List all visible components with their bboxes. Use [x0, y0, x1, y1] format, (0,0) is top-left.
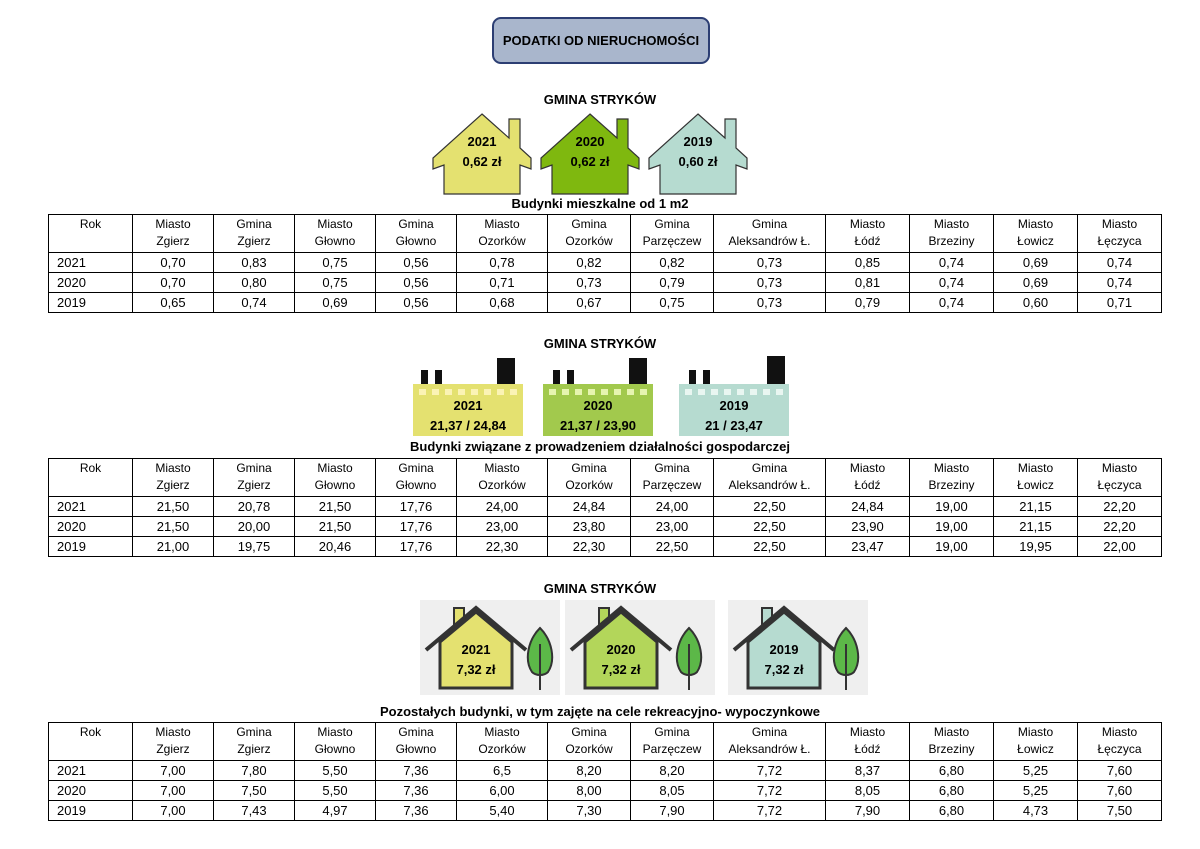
header-line: Miasto: [155, 217, 191, 231]
header-line: Ozorków: [478, 234, 526, 248]
header-line: Miasto: [1017, 217, 1054, 231]
header-line: Miasto: [849, 461, 886, 475]
page-title: PODATKI OD NIERUCHOMOŚCI: [492, 17, 710, 64]
value-cell: 0,80: [214, 273, 295, 293]
header-line: Miasto: [933, 725, 970, 739]
value-cell: 19,00: [910, 537, 994, 557]
value-cell: 0,74: [1078, 253, 1162, 273]
header-line: Aleksandrów Ł.: [728, 234, 811, 248]
header-cell: [214, 723, 295, 761]
value-cell: 0,74: [910, 273, 994, 293]
header-line: Miasto: [317, 725, 353, 739]
value-cell: 7,36: [376, 801, 457, 821]
badge-year: 2020: [583, 398, 613, 413]
header-line: Parzęczew: [642, 234, 702, 248]
header-line: Gmina: [398, 217, 434, 231]
table-row: [49, 537, 1162, 557]
header-cell: [631, 723, 714, 761]
header-line: Łowicz: [1017, 234, 1054, 248]
header-cell: [133, 723, 214, 761]
table-row: [49, 781, 1162, 801]
header-line: Miasto: [1101, 461, 1138, 475]
header-line: Łódź: [854, 478, 881, 492]
header-cell: [548, 723, 631, 761]
header-line: Gmina: [571, 217, 607, 231]
header-line: Miasto: [1017, 725, 1054, 739]
table-title: Pozostałych budynki, w tym zajęte na cele rekreacyjno- wypoczynkowe: [380, 704, 820, 719]
header-cell: [714, 459, 826, 497]
header-cell: [133, 215, 214, 253]
header-cell: [295, 215, 376, 253]
value-cell: 0,69: [994, 253, 1078, 273]
header-cell: [457, 215, 548, 253]
badge-year: 2020: [575, 134, 605, 149]
value-cell: 7,72: [714, 761, 826, 781]
table-row: [49, 253, 1162, 273]
value-cell: 0,69: [295, 293, 376, 313]
header-line: Łęczyca: [1097, 742, 1142, 756]
value-cell: 6,5: [457, 761, 548, 781]
value-cell: 22,50: [714, 537, 826, 557]
value-cell: 0,81: [826, 273, 910, 293]
header-line: Miasto: [484, 461, 520, 475]
header-line: Zgierz: [156, 742, 190, 756]
value-cell: 23,80: [548, 517, 631, 537]
value-cell: 24,00: [631, 497, 714, 517]
value-cell: 0,83: [214, 253, 295, 273]
value-cell: 0,73: [548, 273, 631, 293]
value-cell: 21,15: [994, 517, 1078, 537]
value-cell: 4,73: [994, 801, 1078, 821]
value-cell: 0,68: [457, 293, 548, 313]
value-cell: 0,73: [714, 293, 826, 313]
value-cell: 0,56: [376, 293, 457, 313]
value-cell: 19,95: [994, 537, 1078, 557]
value-cell: 8,05: [826, 781, 910, 801]
value-cell: 0,60: [994, 293, 1078, 313]
header-cell: [548, 215, 631, 253]
value-cell: 0,85: [826, 253, 910, 273]
value-cell: 0,79: [631, 273, 714, 293]
value-cell: 20,78: [214, 497, 295, 517]
header-line: Brzeziny: [928, 234, 975, 248]
value-cell: 21,50: [295, 517, 376, 537]
value-cell: 7,60: [1078, 761, 1162, 781]
value-cell: 0,56: [376, 273, 457, 293]
value-cell: 0,71: [1078, 293, 1162, 313]
tax-table: [48, 214, 1162, 313]
header-cell: [133, 459, 214, 497]
value-cell: 0,82: [548, 253, 631, 273]
header-cell: [994, 723, 1078, 761]
year-cell: 2019: [49, 801, 133, 821]
value-cell: 5,25: [994, 761, 1078, 781]
header-line: Gmina: [654, 217, 690, 231]
value-cell: 19,75: [214, 537, 295, 557]
value-cell: 4,97: [295, 801, 376, 821]
header-cell: [910, 215, 994, 253]
value-cell: 0,69: [994, 273, 1078, 293]
header-line: Zgierz: [237, 234, 271, 248]
value-cell: 20,00: [214, 517, 295, 537]
header-cell: [548, 459, 631, 497]
value-cell: 0,75: [295, 253, 376, 273]
badge-year: 2021: [453, 398, 483, 413]
header-line: Ozorków: [478, 742, 526, 756]
header-line: Miasto: [1017, 461, 1054, 475]
value-cell: 21,15: [994, 497, 1078, 517]
header-line: Głowno: [314, 478, 356, 492]
section-heading: GMINA STRYKÓW: [543, 581, 657, 596]
value-cell: 21,50: [295, 497, 376, 517]
value-cell: 7,00: [133, 781, 214, 801]
header-line: Ozorków: [478, 478, 526, 492]
value-cell: 7,30: [548, 801, 631, 821]
header-line: Parzęczew: [642, 478, 702, 492]
value-cell: 19,00: [910, 497, 994, 517]
header-cell: [631, 459, 714, 497]
value-cell: 0,65: [133, 293, 214, 313]
tax-table: [48, 722, 1162, 821]
header-cell: [457, 459, 548, 497]
value-cell: 6,80: [910, 761, 994, 781]
header-line: Miasto: [484, 725, 520, 739]
header-line: Rok: [79, 217, 102, 231]
value-cell: 24,84: [826, 497, 910, 517]
table-header-row: [49, 459, 1162, 497]
badge-value: 0,62 zł: [570, 154, 610, 169]
value-cell: 7,50: [214, 781, 295, 801]
header-cell: [376, 215, 457, 253]
header-line: Rok: [79, 725, 102, 739]
year-cell: 2020: [49, 781, 133, 801]
header-line: Łowicz: [1017, 478, 1054, 492]
table-row: [49, 273, 1162, 293]
header-line: Głowno: [395, 478, 437, 492]
value-cell: 21,00: [133, 537, 214, 557]
header-line: Miasto: [849, 725, 886, 739]
value-cell: 0,70: [133, 273, 214, 293]
badge-year: 2019: [683, 134, 713, 149]
value-cell: 0,70: [133, 253, 214, 273]
header-cell: [49, 215, 133, 253]
year-cell: 2021: [49, 253, 133, 273]
value-cell: 24,00: [457, 497, 548, 517]
header-line: Zgierz: [156, 234, 190, 248]
header-cell: [214, 215, 295, 253]
value-cell: 23,00: [631, 517, 714, 537]
table-row: [49, 761, 1162, 781]
value-cell: 21,50: [133, 497, 214, 517]
value-cell: 8,00: [548, 781, 631, 801]
header-line: Miasto: [317, 461, 353, 475]
header-line: Miasto: [849, 217, 886, 231]
header-cell: [714, 723, 826, 761]
header-line: Gmina: [236, 725, 272, 739]
header-line: Łódź: [854, 742, 881, 756]
value-cell: 17,76: [376, 537, 457, 557]
section-heading: GMINA STRYKÓW: [543, 336, 657, 351]
value-cell: 7,00: [133, 761, 214, 781]
table-row: [49, 517, 1162, 537]
header-line: Miasto: [1101, 725, 1138, 739]
header-cell: [49, 459, 133, 497]
year-cell: 2021: [49, 761, 133, 781]
badge-value: 7,32 zł: [456, 662, 496, 677]
badge-value: 21,37 / 23,90: [560, 418, 636, 433]
value-cell: 5,50: [295, 781, 376, 801]
header-cell: [826, 459, 910, 497]
badge-value: 7,32 zł: [764, 662, 804, 677]
value-cell: 7,90: [631, 801, 714, 821]
badge-value: 21 / 23,47: [705, 418, 763, 433]
value-cell: 21,50: [133, 517, 214, 537]
value-cell: 7,00: [133, 801, 214, 821]
header-cell: [910, 723, 994, 761]
value-cell: 0,82: [631, 253, 714, 273]
header-cell: [826, 723, 910, 761]
value-cell: 17,76: [376, 517, 457, 537]
header-line: Gmina: [654, 461, 690, 475]
value-cell: 0,74: [910, 253, 994, 273]
year-cell: 2020: [49, 517, 133, 537]
header-line: Gmina: [571, 725, 607, 739]
value-cell: 0,73: [714, 253, 826, 273]
value-cell: 0,73: [714, 273, 826, 293]
value-cell: 22,50: [714, 517, 826, 537]
year-cell: 2019: [49, 537, 133, 557]
value-cell: 0,74: [214, 293, 295, 313]
header-line: Łęczyca: [1097, 234, 1142, 248]
badge-year: 2021: [467, 134, 497, 149]
header-line: Gmina: [236, 461, 272, 475]
header-cell: [457, 723, 548, 761]
table-row: [49, 497, 1162, 517]
value-cell: 8,20: [631, 761, 714, 781]
table-title: Budynki związane z prowadzeniem działalności gospodarczej: [410, 439, 790, 454]
value-cell: 0,74: [910, 293, 994, 313]
header-line: Ozorków: [565, 234, 613, 248]
header-cell: [295, 723, 376, 761]
value-cell: 8,20: [548, 761, 631, 781]
header-line: Łęczyca: [1097, 478, 1142, 492]
value-cell: 23,00: [457, 517, 548, 537]
header-line: Głowno: [314, 742, 356, 756]
header-cell: [1078, 459, 1162, 497]
value-cell: 0,56: [376, 253, 457, 273]
header-line: Ozorków: [565, 478, 613, 492]
header-line: Gmina: [751, 725, 788, 739]
value-cell: 0,79: [826, 293, 910, 313]
header-line: Miasto: [317, 217, 353, 231]
value-cell: 0,75: [295, 273, 376, 293]
header-line: Gmina: [751, 217, 788, 231]
header-line: Miasto: [933, 461, 970, 475]
badge-year: 2020: [606, 642, 636, 657]
header-line: Ozorków: [565, 742, 613, 756]
value-cell: 23,90: [826, 517, 910, 537]
value-cell: 5,25: [994, 781, 1078, 801]
value-cell: 7,60: [1078, 781, 1162, 801]
value-cell: 0,74: [1078, 273, 1162, 293]
header-line: Brzeziny: [928, 742, 975, 756]
table-row: [49, 293, 1162, 313]
tax-table: [48, 458, 1162, 557]
header-cell: [49, 723, 133, 761]
header-line: Zgierz: [237, 742, 271, 756]
section-heading: GMINA STRYKÓW: [543, 92, 657, 107]
value-cell: 0,78: [457, 253, 548, 273]
value-cell: 7,50: [1078, 801, 1162, 821]
value-cell: 6,80: [910, 801, 994, 821]
value-cell: 22,30: [457, 537, 548, 557]
value-cell: 6,80: [910, 781, 994, 801]
value-cell: 22,20: [1078, 517, 1162, 537]
header-line: Gmina: [398, 461, 434, 475]
year-cell: 2020: [49, 273, 133, 293]
value-cell: 22,50: [714, 497, 826, 517]
header-line: Głowno: [314, 234, 356, 248]
year-cell: 2021: [49, 497, 133, 517]
value-cell: 22,20: [1078, 497, 1162, 517]
badge-year: 2019: [769, 642, 799, 657]
header-cell: [295, 459, 376, 497]
header-line: Miasto: [484, 217, 520, 231]
value-cell: 0,71: [457, 273, 548, 293]
value-cell: 19,00: [910, 517, 994, 537]
header-line: Brzeziny: [928, 478, 975, 492]
value-cell: 7,72: [714, 801, 826, 821]
header-cell: [714, 215, 826, 253]
header-line: Głowno: [395, 742, 437, 756]
value-cell: 23,47: [826, 537, 910, 557]
header-line: Gmina: [654, 725, 690, 739]
value-cell: 7,90: [826, 801, 910, 821]
header-line: Miasto: [155, 725, 191, 739]
header-line: Miasto: [1101, 217, 1138, 231]
header-line: Aleksandrów Ł.: [728, 478, 811, 492]
value-cell: 22,00: [1078, 537, 1162, 557]
value-cell: 8,05: [631, 781, 714, 801]
badge-year: 2021: [461, 642, 491, 657]
header-cell: [910, 459, 994, 497]
header-cell: [1078, 215, 1162, 253]
header-line: Gmina: [571, 461, 607, 475]
header-line: Gmina: [236, 217, 272, 231]
value-cell: 7,36: [376, 781, 457, 801]
value-cell: 5,50: [295, 761, 376, 781]
table-header-row: [49, 723, 1162, 761]
value-cell: 0,67: [548, 293, 631, 313]
header-line: Parzęczew: [642, 742, 702, 756]
header-cell: [376, 723, 457, 761]
value-cell: 20,46: [295, 537, 376, 557]
header-line: Zgierz: [156, 478, 190, 492]
badge-value: 7,32 zł: [601, 662, 641, 677]
header-cell: [826, 215, 910, 253]
header-cell: [1078, 723, 1162, 761]
header-line: Gmina: [751, 461, 788, 475]
header-line: Zgierz: [237, 478, 271, 492]
badge-year: 2019: [719, 398, 749, 413]
header-cell: [214, 459, 295, 497]
value-cell: 0,75: [631, 293, 714, 313]
header-line: Rok: [79, 461, 102, 475]
value-cell: 22,50: [631, 537, 714, 557]
badge-value: 21,37 / 24,84: [430, 418, 506, 433]
header-line: Miasto: [155, 461, 191, 475]
header-line: Łowicz: [1017, 742, 1054, 756]
value-cell: 24,84: [548, 497, 631, 517]
header-line: Gmina: [398, 725, 434, 739]
badge-value: 0,62 zł: [462, 154, 502, 169]
header-line: Głowno: [395, 234, 437, 248]
value-cell: 7,72: [714, 781, 826, 801]
year-cell: 2019: [49, 293, 133, 313]
header-cell: [994, 459, 1078, 497]
header-line: Łódź: [854, 234, 881, 248]
value-cell: 17,76: [376, 497, 457, 517]
value-cell: 6,00: [457, 781, 548, 801]
value-cell: 8,37: [826, 761, 910, 781]
header-cell: [631, 215, 714, 253]
value-cell: 7,43: [214, 801, 295, 821]
table-row: [49, 801, 1162, 821]
table-title: Budynki mieszkalne od 1 m2: [511, 196, 689, 211]
header-cell: [376, 459, 457, 497]
value-cell: 5,40: [457, 801, 548, 821]
header-cell: [994, 215, 1078, 253]
badge-value: 0,60 zł: [678, 154, 718, 169]
header-line: Miasto: [933, 217, 970, 231]
value-cell: 7,80: [214, 761, 295, 781]
value-cell: 22,30: [548, 537, 631, 557]
value-cell: 7,36: [376, 761, 457, 781]
table-header-row: [49, 215, 1162, 253]
header-line: Aleksandrów Ł.: [728, 742, 811, 756]
